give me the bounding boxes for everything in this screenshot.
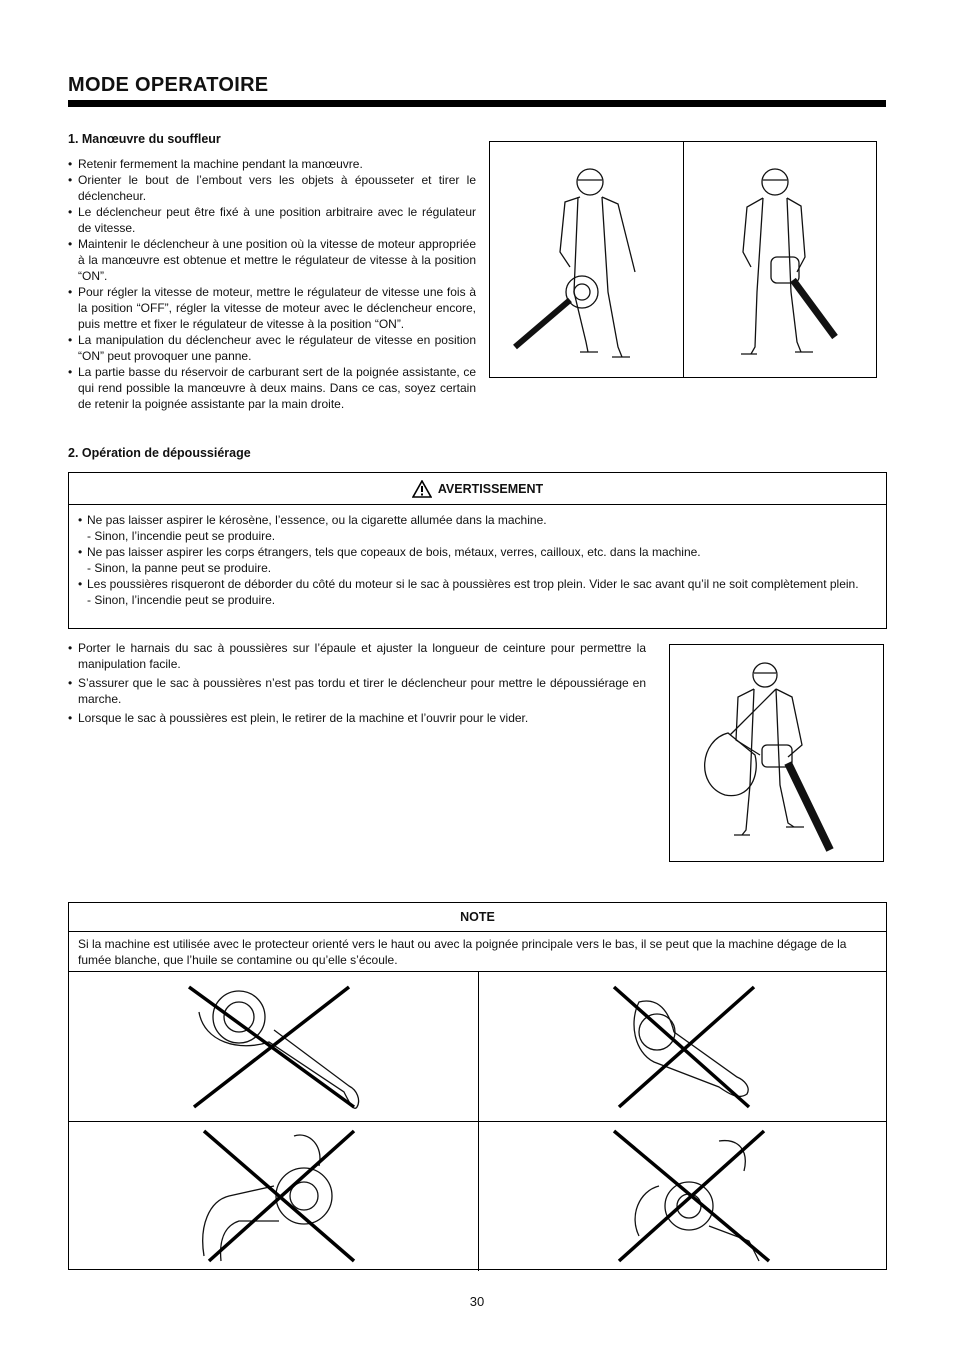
warning-item: • Ne pas laisser aspirer le kérosène, l’essence, ou la cigarette allumée dans la machine.	[78, 512, 877, 528]
list-item: • Pour régler la vitesse de moteur, mettre le régulateur de vitesse une fois à la position “OFF”, régler la vitesse de moteur avec le déclencheur encore, puis mettre et fixer le régulateur de vitesse à la position “ON”.	[68, 284, 476, 332]
page-title: MODE OPERATOIRE	[68, 74, 269, 96]
warning-consequence: - Sinon, l’incendie peut se produire.	[87, 529, 276, 543]
operator-figures-drawing	[490, 142, 876, 377]
list-item: • Maintenir le déclencheur à une position où la vitesse de moteur appropriée à la manœuvre est obtenue et mettre le régulateur de vitesse à la position “ON”.	[68, 236, 476, 284]
title-rule	[68, 100, 886, 107]
warning-item: • Les poussières risqueront de déborder du côté du moteur si le sac à poussières est trop plein. Vider le sac avant qu’il ne soit complètement plein.	[78, 576, 877, 592]
blower-upside-down-drawing	[179, 982, 369, 1112]
list-item: • Porter le harnais du sac à poussières sur l’épaule et ajuster la longueur de ceinture pour permettre la manipulation facile.	[68, 640, 646, 672]
list-item: • La manipulation du déclencheur avec le régulateur de vitesse en position “ON” peut provoquer une panne.	[68, 332, 476, 364]
warning-title: AVERTISSEMENT	[437, 481, 544, 496]
warning-consequence: - Sinon, la panne peut se produire.	[87, 561, 272, 575]
operator-with-bag-drawing	[670, 645, 883, 861]
list-item: • Orienter le bout de l’embout vers les objets à épousseter et tirer le déclencheur.	[68, 172, 476, 204]
cross-mark-icon	[189, 987, 354, 1107]
list-item: • S’assurer que le sac à poussières n’est pas tordu et tirer le déclencheur pour mettre le dépoussiérage en marche.	[68, 675, 646, 707]
incorrect-position-cell	[478, 972, 887, 1122]
note-title: NOTE	[69, 903, 886, 932]
section1-list	[68, 156, 476, 412]
blower-vertical-drawing	[179, 1126, 369, 1266]
warning-triangle-icon	[412, 480, 432, 498]
note-box	[68, 902, 887, 1270]
incorrect-position-cell	[478, 1122, 887, 1271]
dust-collection-illustration	[669, 644, 884, 862]
warning-consequence: - Sinon, l’incendie peut se produire.	[87, 593, 276, 607]
section1-heading: 1. Manœuvre du souffleur	[68, 132, 221, 146]
incorrect-position-cell	[69, 1122, 478, 1271]
warning-body	[69, 505, 886, 613]
blower-operation-illustration	[489, 141, 877, 378]
list-item: • Le déclencheur peut être fixé à une position arbitraire avec le régulateur de vitesse.	[68, 204, 476, 236]
page-number: 30	[469, 1294, 485, 1309]
incorrect-positions-grid	[69, 972, 886, 1271]
list-item: • Retenir fermement la machine pendant la manœuvre.	[68, 156, 476, 172]
warning-item: • Ne pas laisser aspirer les corps étrangers, tels que copeaux de bois, métaux, verres, cailloux, etc. dans la machine.	[78, 544, 877, 560]
blower-inverted-drawing	[599, 1126, 779, 1266]
blower-handle-down-drawing	[599, 982, 769, 1112]
section2-heading: 2. Opération de dépoussiérage	[68, 446, 251, 460]
list-item: • Lorsque le sac à poussières est plein, le retirer de la machine et l’ouvrir pour le vider.	[68, 710, 646, 726]
warning-box	[68, 472, 887, 629]
cross-mark-icon	[614, 1131, 769, 1261]
list-item: • La partie basse du réservoir de carburant sert de la poignée assistante, ce qui rend possible la manœuvre à deux mains. Dans ce cas, soyez certain de retenir la poignée assistante par la main droite.	[68, 364, 476, 412]
incorrect-position-cell	[69, 972, 478, 1122]
warning-header	[69, 473, 886, 505]
section2-list	[68, 640, 646, 726]
cross-mark-icon	[614, 987, 754, 1107]
note-text: Si la machine est utilisée avec le protecteur orienté vers le haut ou avec la poignée principale vers le bas, il se peut que la machine dégage de la fumée blanche, que l’huile se contamine ou qu’elle s’écoule.	[69, 932, 886, 972]
